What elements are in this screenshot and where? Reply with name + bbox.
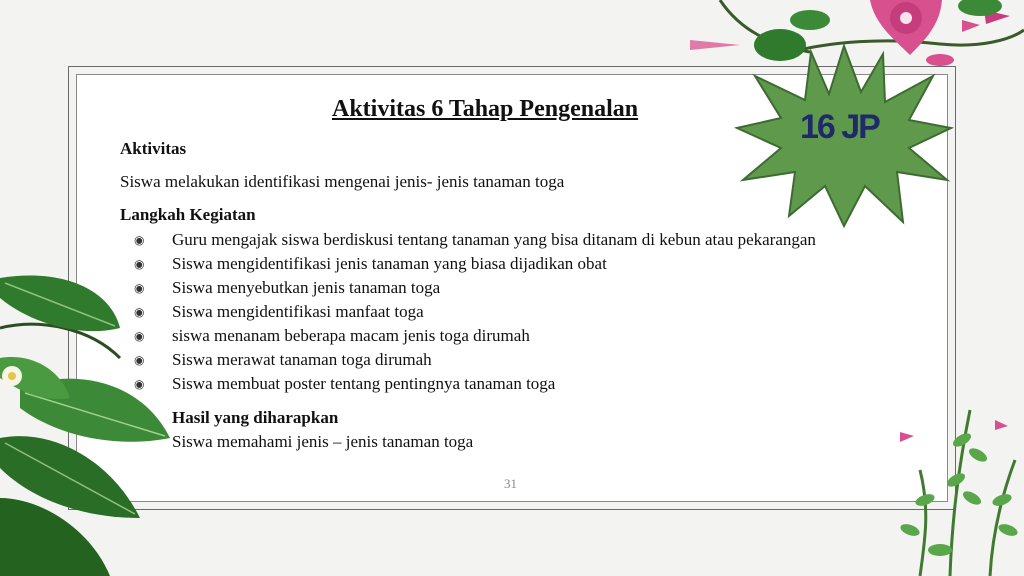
step-text: Siswa menyebutkan jenis tanaman toga [172, 278, 441, 297]
radio-bullet-icon: ◉ [134, 305, 145, 319]
activity-text: Siswa melakukan identifikasi mengenai jenis- jenis tanaman toga [120, 172, 565, 191]
list-item [134, 300, 816, 324]
step-text: Siswa merawat tanaman toga dirumah [172, 350, 432, 369]
radio-bullet-icon: ◉ [134, 377, 145, 391]
step-text: Siswa mengidentifikasi jenis tanaman yang biasa dijadikan obat [172, 254, 607, 273]
slide-title: Aktivitas 6 Tahap Pengenalan [332, 96, 639, 122]
list-item [134, 324, 816, 348]
list-item [134, 228, 816, 252]
step-text: siswa menanam beberapa macam jenis toga dirumah [172, 326, 530, 345]
radio-bullet-icon: ◉ [134, 281, 145, 295]
radio-bullet-icon: ◉ [134, 233, 145, 247]
radio-bullet-icon: ◉ [134, 329, 145, 343]
result-heading: Hasil yang diharapkan [172, 408, 339, 427]
list-item [134, 252, 816, 276]
steps-list [134, 228, 816, 396]
steps-heading: Langkah Kegiatan [120, 205, 256, 224]
activity-heading: Aktivitas [120, 139, 187, 158]
badge-label: 16 JP [800, 108, 879, 146]
list-item [134, 276, 816, 300]
radio-bullet-icon: ◉ [134, 353, 145, 367]
step-text: Siswa mengidentifikasi manfaat toga [172, 302, 424, 321]
green-sprig-illustration [880, 400, 1024, 576]
radio-bullet-icon: ◉ [134, 257, 145, 271]
list-item [134, 372, 816, 396]
result-text: Siswa memahami jenis – jenis tanaman toga [172, 432, 474, 451]
list-item [134, 348, 816, 372]
step-text: Guru mengajak siswa berdiskusi tentang tanaman yang bisa ditanam di kebun atau pekarangan [172, 230, 816, 249]
step-text: Siswa membuat poster tentang pentingnya tanaman toga [172, 374, 556, 393]
page-number: 31 [504, 476, 517, 491]
